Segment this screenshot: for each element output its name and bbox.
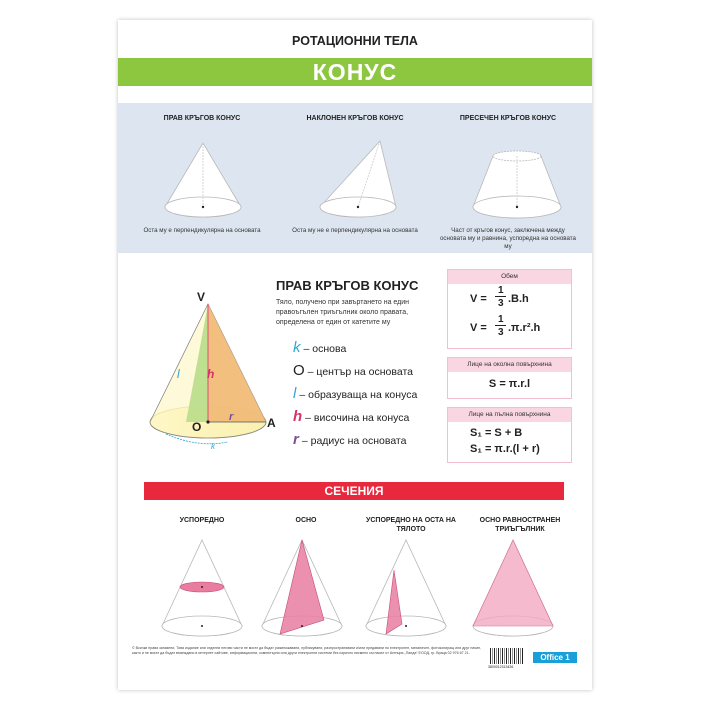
legend-text: – радиус на основата: [301, 435, 407, 447]
total-area-label: Лице на пълна повърхнина: [448, 408, 571, 422]
cone-type-title: ПРЕСЕЧЕН КРЪГОВ КОНУС: [459, 115, 557, 122]
fraction-num: 1: [498, 285, 504, 296]
legend-text: – център на основата: [307, 366, 413, 378]
poster-title: КОНУС: [312, 59, 398, 85]
section-label: УСПОРЕДНО НА ОСТА НА ТЯЛОТО: [366, 517, 456, 533]
total-area-formula: S₁ = π.r.(l + r): [470, 443, 540, 455]
fraction-den: 3: [498, 327, 504, 338]
legend-item: [293, 431, 406, 448]
legend-text: – основа: [303, 343, 347, 355]
height-label: h: [207, 367, 215, 381]
right-cone-heading: ПРАВ КРЪГОВ КОНУС: [276, 278, 419, 293]
lateral-area-formula: S = π.r.l: [488, 378, 531, 390]
volume-formula-box: [447, 269, 572, 349]
vertex-label: V: [197, 290, 206, 304]
legend-item: [293, 408, 409, 425]
legend-symbol: h: [293, 408, 303, 425]
poster: [118, 20, 592, 690]
cone-type-desc: Оста му не е перпендикулярна на основата: [292, 227, 418, 234]
formula-part: .B.h: [508, 293, 529, 305]
fraction-num: 1: [498, 314, 504, 325]
legend-item: [293, 362, 413, 379]
cone-types-illustration: [118, 123, 592, 233]
cone-triangle-orange: [208, 304, 266, 422]
section-label: УСПОРЕДНО: [179, 517, 225, 524]
section-label: ОСНО: [295, 517, 317, 524]
legend-symbol: k: [293, 339, 301, 356]
title-banner: [118, 58, 592, 86]
copyright-notice: © Всички права запазени. Това издание или отделни негови части не могат да бъдат размножавани, публикувани, разпространявани и/или предавани по електронен, механичен, фотокопиращ или друг начин, както и не могат да бъдат въвеждани в интернет сайтове, информационни, компютърни или други електронни системи без изрично писмено съгласие от Агенция „Панда“ ЕООД, гр. Враца 02 976 67 21.: [132, 646, 482, 655]
volume-formula-label: Обем: [448, 270, 571, 284]
lateral-area-box: [447, 357, 572, 399]
cone-type-title: ПРАВ КРЪГОВ КОНУС: [163, 115, 241, 122]
barcode: [490, 648, 524, 664]
center-label: O: [192, 420, 202, 434]
formula-part: V =: [470, 322, 487, 334]
point-a-label: A: [267, 416, 276, 430]
cone-types-panel: [118, 103, 592, 253]
fraction-den: 3: [498, 298, 504, 309]
radius-label: r: [229, 411, 234, 423]
legend-item: [293, 385, 417, 402]
equilateral-section: [473, 540, 553, 626]
slant-label: l: [177, 367, 180, 381]
total-area-box: [447, 407, 572, 463]
sections-banner: [144, 482, 564, 500]
poster-subtitle: РОТАЦИОННИ ТЕЛА: [292, 34, 418, 48]
lateral-area-label: Лице на околна повърхнина: [448, 358, 571, 372]
office1-logo: Office 1: [533, 652, 577, 663]
cone-type-title: НАКЛОНЕН КРЪГОВ КОНУС: [306, 115, 404, 122]
cone-type-desc: Част от кръгов конус, заключена между основата му и равнина, успоредна на основата му: [439, 227, 577, 250]
base-label: k: [211, 442, 215, 451]
legend-symbol: l: [293, 385, 297, 402]
formula-part: .π.r².h: [508, 322, 541, 334]
section-label: ОСНО РАВНОСТРАНЕН ТРИЪГЪЛНИК: [479, 517, 561, 533]
legend-text: – образуваща на конуса: [299, 389, 418, 401]
legend-symbol: O: [293, 362, 305, 379]
sections-title: СЕЧЕНИЯ: [324, 484, 384, 498]
legend-symbol: r: [293, 431, 299, 448]
total-area-formula: S₁ = S + B: [470, 427, 523, 439]
sections-illustration: [118, 530, 592, 640]
right-cone-description: Тяло, получено при завъртането на един правоъгълен триъгълник около правата, определена от един от катетите му: [276, 299, 410, 326]
formula-part: V =: [470, 293, 487, 305]
legend-item: [293, 339, 346, 356]
legend-text: – височина на конуса: [305, 412, 410, 424]
barcode-number: 3800012313426: [488, 665, 514, 669]
cone-type-desc: Оста му е перпендикулярна на основата: [143, 227, 261, 234]
